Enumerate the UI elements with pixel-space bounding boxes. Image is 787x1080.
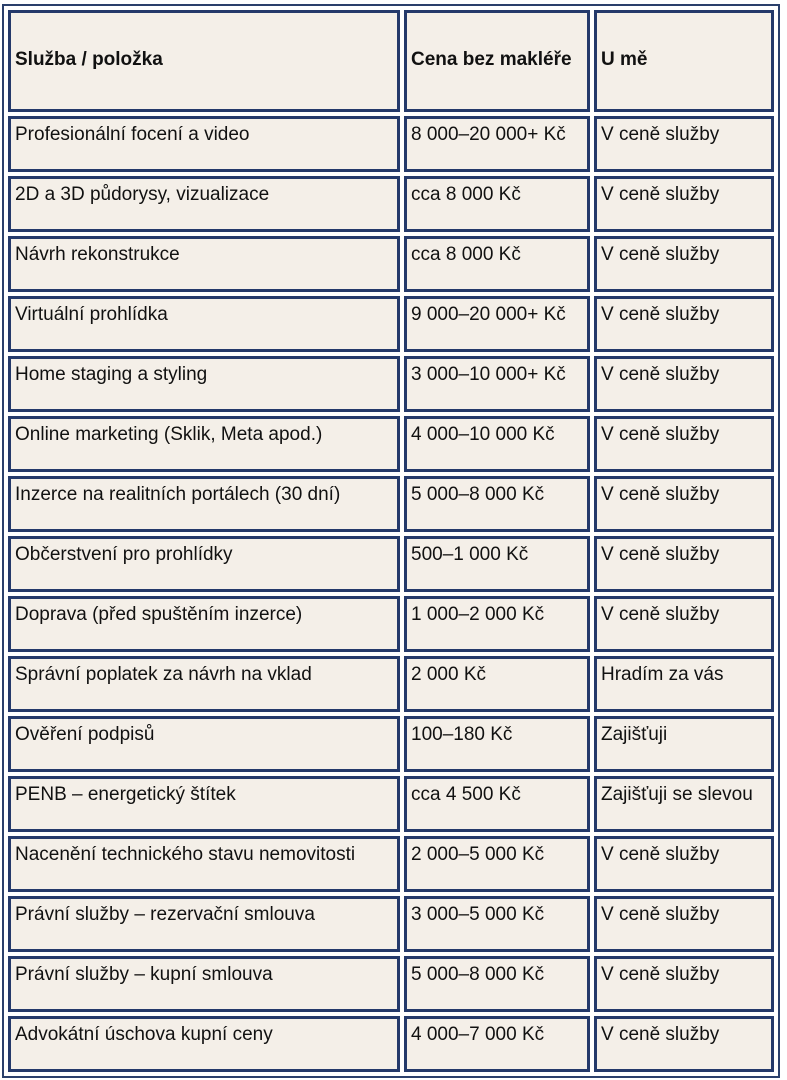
table-row [8,476,774,532]
cell-with-me: V ceně služby [594,176,774,232]
cell-service: Právní služby – rezervační smlouva [8,896,400,952]
header-service: Služba / položka [8,10,400,112]
cell-price-without-broker: 9 000–20 000+ Kč [404,296,590,352]
cell-price-without-broker: 8 000–20 000+ Kč [404,116,590,172]
cell-service: Návrh rekonstrukce [8,236,400,292]
cell-service: Advokátní úschova kupní ceny [8,1016,400,1072]
table-row [8,176,774,232]
table-row [8,296,774,352]
cell-price-without-broker: 2 000–5 000 Kč [404,836,590,892]
table-body [8,116,774,1072]
cell-service: Občerstvení pro prohlídky [8,536,400,592]
table-row [8,116,774,172]
cell-price-without-broker: 5 000–8 000 Kč [404,956,590,1012]
cell-service: Doprava (před spuštěním inzerce) [8,596,400,652]
table-row [8,956,774,1012]
cell-with-me: V ceně služby [594,536,774,592]
cell-price-without-broker: 2 000 Kč [404,656,590,712]
cell-service: Virtuální prohlídka [8,296,400,352]
cell-service: Inzerce na realitních portálech (30 dní) [8,476,400,532]
cell-with-me: Hradím za vás [594,656,774,712]
cell-price-without-broker: 500–1 000 Kč [404,536,590,592]
cell-with-me: V ceně služby [594,1016,774,1072]
cell-price-without-broker: 3 000–10 000+ Kč [404,356,590,412]
cell-with-me: V ceně služby [594,356,774,412]
cell-with-me: V ceně služby [594,116,774,172]
cell-with-me: V ceně služby [594,476,774,532]
table-row [8,536,774,592]
cell-price-without-broker: 4 000–10 000 Kč [404,416,590,472]
cell-price-without-broker: 1 000–2 000 Kč [404,596,590,652]
table-row [8,596,774,652]
cell-price-without-broker: cca 8 000 Kč [404,176,590,232]
cell-with-me: V ceně služby [594,296,774,352]
cell-price-without-broker: 5 000–8 000 Kč [404,476,590,532]
table-row [8,896,774,952]
price-comparison-table [4,6,778,1076]
header-price-without-broker: Cena bez makléře [404,10,590,112]
cell-price-without-broker: 100–180 Kč [404,716,590,772]
table-row [8,716,774,772]
cell-with-me: V ceně služby [594,956,774,1012]
cell-price-without-broker: 4 000–7 000 Kč [404,1016,590,1072]
table-row [8,236,774,292]
table-header-row [8,10,774,112]
table-row [8,356,774,412]
cell-with-me: V ceně služby [594,596,774,652]
cell-service: Správní poplatek za návrh na vklad [8,656,400,712]
cell-price-without-broker: cca 4 500 Kč [404,776,590,832]
cell-service: PENB – energetický štítek [8,776,400,832]
cell-service: Ověření podpisů [8,716,400,772]
cell-service: Nacenění technického stavu nemovitosti [8,836,400,892]
table-row [8,1016,774,1072]
table-row [8,836,774,892]
cell-with-me: Zajišťuji [594,716,774,772]
cell-price-without-broker: 3 000–5 000 Kč [404,896,590,952]
cell-with-me: V ceně služby [594,896,774,952]
cell-with-me: V ceně služby [594,416,774,472]
cell-service: Profesionální focení a video [8,116,400,172]
cell-service: Online marketing (Sklik, Meta apod.) [8,416,400,472]
cell-with-me: V ceně služby [594,836,774,892]
cell-price-without-broker: cca 8 000 Kč [404,236,590,292]
cell-with-me: Zajišťuji se slevou [594,776,774,832]
cell-service: Home staging a styling [8,356,400,412]
table-row [8,416,774,472]
cell-service: 2D a 3D půdorysy, vizualizace [8,176,400,232]
header-with-me: U mě [594,10,774,112]
cell-with-me: V ceně služby [594,236,774,292]
table-row [8,656,774,712]
table-row [8,776,774,832]
cell-service: Právní služby – kupní smlouva [8,956,400,1012]
price-comparison-table-container [2,4,780,1078]
